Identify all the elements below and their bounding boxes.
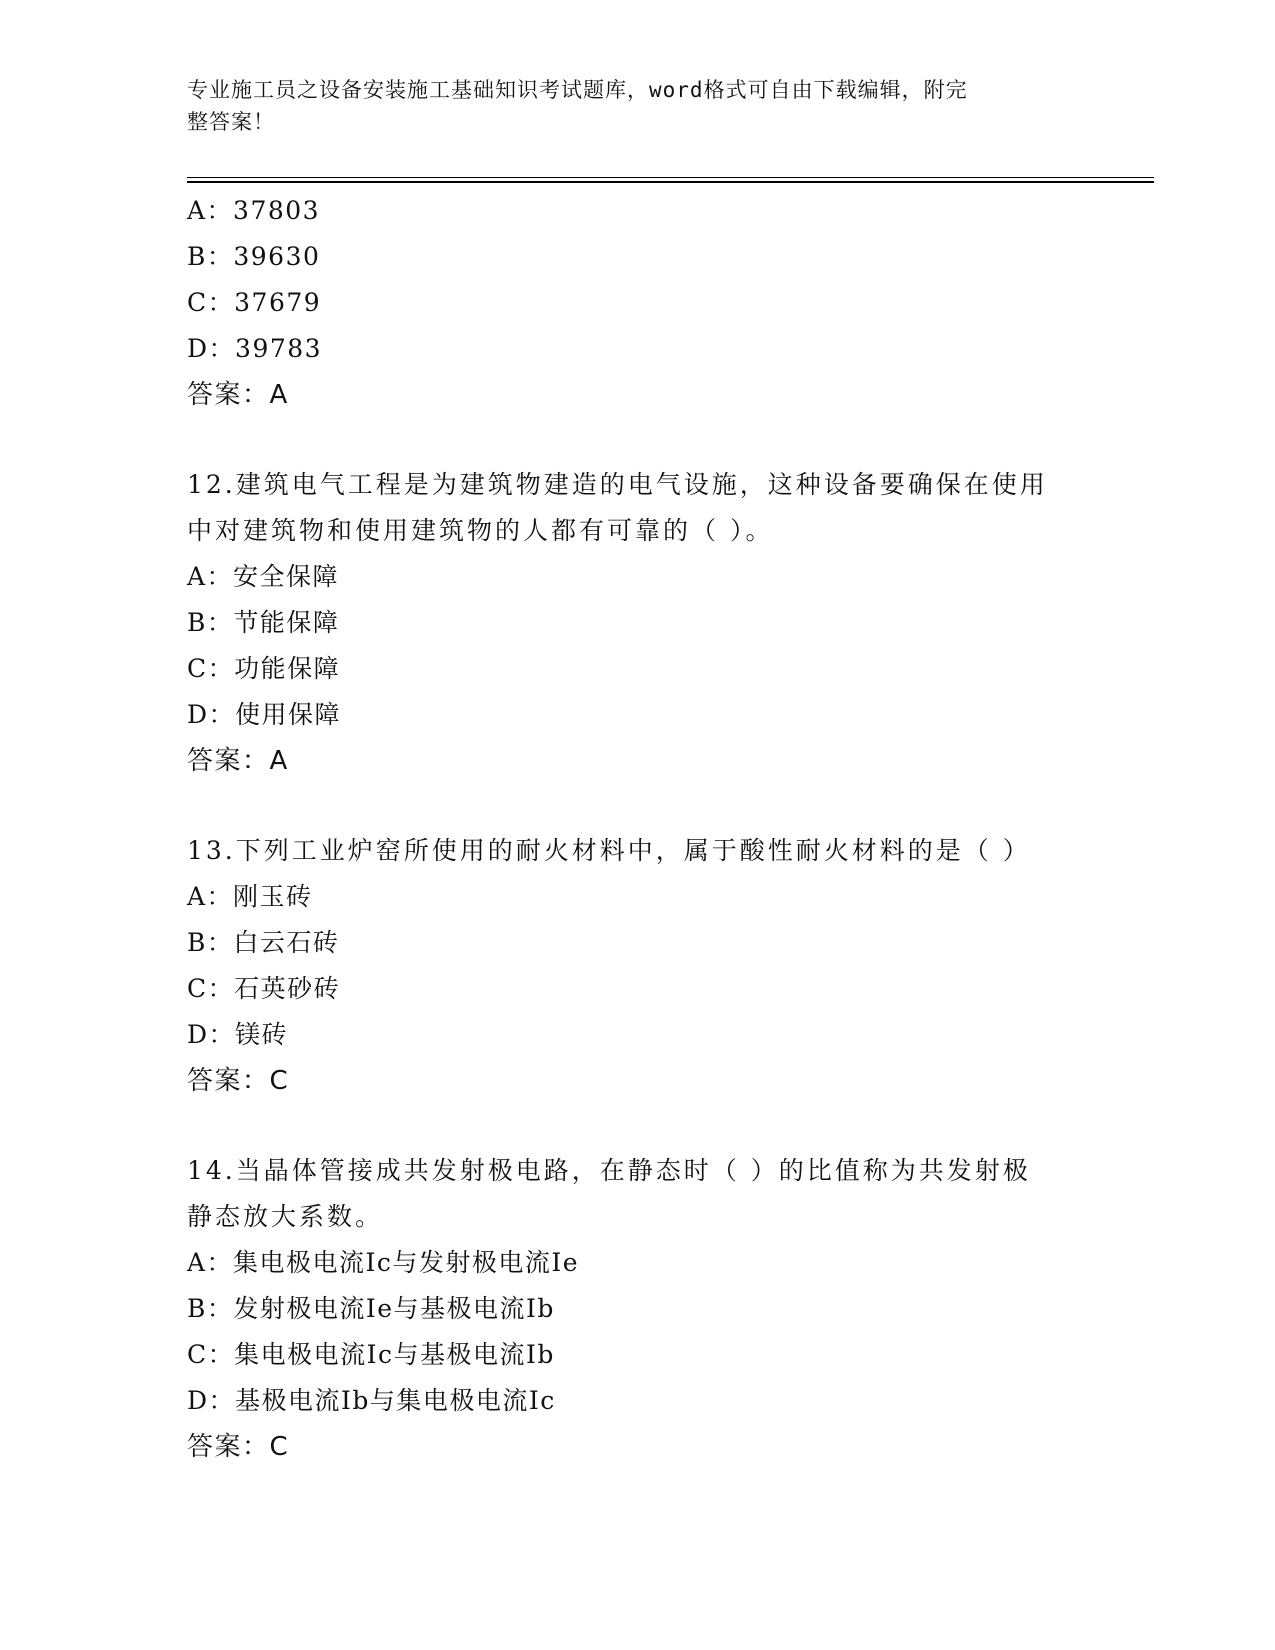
question-stem: 13.下列工业炉窑所使用的耐火材料中，属于酸性耐火材料的是（ ）: [187, 836, 1031, 865]
option-a: A：集电极电流Ic与发射极电流Ie: [187, 1248, 580, 1277]
option-b: B：39630: [187, 242, 321, 271]
option-a: A：37803: [187, 196, 321, 225]
question-list: [187, 188, 1087, 1470]
option-d: D：39783: [187, 334, 323, 363]
header-line-2: 整答案！: [187, 110, 275, 134]
option-b: B：发射极电流Ie与基极电流Ib: [187, 1294, 555, 1323]
option-a: A：安全保障: [187, 562, 340, 591]
option-d: D：基极电流Ib与集电极电流Ic: [187, 1386, 556, 1415]
header-line-1: 专业施工员之设备安装施工基础知识考试题库，word格式可自由下载编辑，附完: [187, 78, 968, 102]
option-a: A：刚玉砖: [187, 882, 313, 911]
option-d: D：镁砖: [187, 1020, 289, 1049]
question-12: [187, 462, 1087, 784]
option-d: D：使用保障: [187, 700, 342, 729]
header-divider: [187, 177, 1154, 183]
option-b: B：节能保障: [187, 608, 340, 637]
question-stem: 中对建筑物和使用建筑物的人都有可靠的（ ）。: [187, 516, 774, 545]
option-c: C：功能保障: [187, 654, 341, 683]
option-c: C：37679: [187, 288, 322, 317]
spacer: [187, 1104, 1087, 1148]
document-header: [187, 74, 1087, 138]
spacer: [187, 784, 1087, 828]
answer: 答案：A: [187, 380, 289, 410]
spacer: [187, 418, 1087, 462]
option-c: C：石英砂砖: [187, 974, 341, 1003]
answer: 答案：C: [187, 1066, 290, 1096]
question-14: [187, 1148, 1087, 1470]
option-b: B：白云石砖: [187, 928, 340, 957]
question-stem: 14.当晶体管接成共发射极电路，在静态时（ ）的比值称为共发射极: [187, 1156, 1031, 1185]
answer: 答案：A: [187, 746, 289, 776]
option-c: C：集电极电流Ic与基极电流Ib: [187, 1340, 555, 1369]
question-11: [187, 188, 1087, 418]
question-stem: 12.建筑电气工程是为建筑物建造的电气设施，这种设备要确保在使用: [187, 470, 1048, 499]
answer: 答案：C: [187, 1432, 290, 1462]
question-13: [187, 828, 1087, 1104]
question-stem: 静态放大系数。: [187, 1202, 384, 1231]
